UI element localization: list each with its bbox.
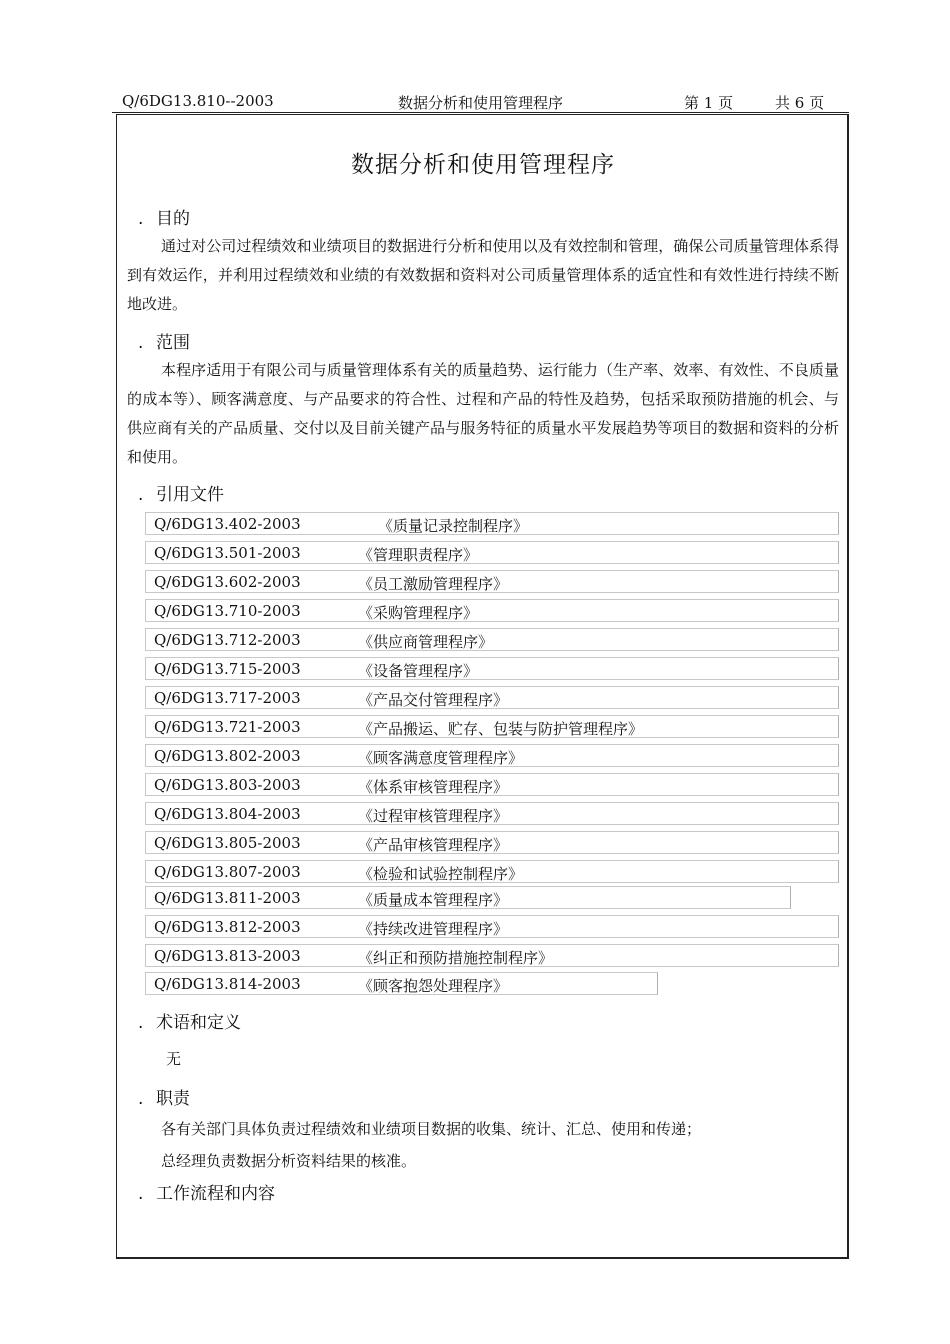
reference-name: 《产品搬运、贮存、包装与防护管理程序》 xyxy=(358,720,644,738)
reference-row xyxy=(145,831,839,854)
section-bullet: . xyxy=(138,209,144,229)
reference-name: 《纠正和预防措施控制程序》 xyxy=(358,949,554,967)
reference-code: Q/6DG13.710-2003 xyxy=(154,602,301,620)
responsibility-line: 各有关部门具体负责过程绩效和业绩项目数据的收集、统计、汇总、使用和传递； xyxy=(161,1120,702,1138)
reference-row xyxy=(145,512,839,535)
reference-name: 《质量成本管理程序》 xyxy=(358,891,509,909)
reference-row xyxy=(145,773,839,796)
reference-row xyxy=(145,686,839,709)
reference-code: Q/6DG13.717-2003 xyxy=(154,689,301,707)
reference-code: Q/6DG13.802-2003 xyxy=(154,747,301,765)
section-title: 职责 xyxy=(156,1089,190,1109)
header-doc-code: Q/6DG13.810--2003 xyxy=(122,92,274,110)
reference-name: 《过程审核管理程序》 xyxy=(358,807,509,825)
reference-name: 《产品交付管理程序》 xyxy=(358,691,509,709)
header-doc-title: 数据分析和使用管理程序 xyxy=(398,94,564,112)
section-title: 范围 xyxy=(156,333,190,353)
reference-name: 《采购管理程序》 xyxy=(358,604,479,622)
document-title: 数据分析和使用管理程序 xyxy=(351,152,615,178)
section-heading-references xyxy=(138,480,224,505)
reference-row xyxy=(145,599,839,622)
section-heading-scope xyxy=(138,328,190,353)
reference-name: 《体系审核管理程序》 xyxy=(358,778,509,796)
reference-code: Q/6DG13.811-2003 xyxy=(154,889,301,907)
reference-name: 《管理职责程序》 xyxy=(358,546,479,564)
header-total-pages: 共 6 页 xyxy=(775,94,825,112)
reference-name: 《顾客抱怨处理程序》 xyxy=(358,977,509,995)
section-title: 工作流程和内容 xyxy=(156,1184,275,1204)
reference-name: 《检验和试验控制程序》 xyxy=(358,865,524,883)
reference-code: Q/6DG13.602-2003 xyxy=(154,573,301,591)
header-rule xyxy=(112,112,849,113)
reference-code: Q/6DG13.803-2003 xyxy=(154,776,301,794)
reference-code: Q/6DG13.814-2003 xyxy=(154,975,301,993)
reference-code: Q/6DG13.804-2003 xyxy=(154,805,301,823)
reference-row xyxy=(145,972,658,995)
reference-row xyxy=(145,541,839,564)
section-bullet: . xyxy=(138,333,144,353)
terms-text: 无 xyxy=(166,1050,182,1068)
reference-row xyxy=(145,860,839,883)
section-title: 引用文件 xyxy=(156,485,224,505)
section-heading-terms xyxy=(138,1008,241,1033)
reference-name: 《顾客满意度管理程序》 xyxy=(358,749,524,767)
reference-code: Q/6DG13.807-2003 xyxy=(154,863,301,881)
section-title: 术语和定义 xyxy=(156,1013,241,1033)
scope-paragraph xyxy=(127,356,839,472)
scope-text: 本程序适用于有限公司与质量管理体系有关的质量趋势、运行能力（生产率、效率、有效性、不良质量的成本等）、顾客满意度、与产品要求的符合性、过程和产品的特性及趋势，包括采取预防措施的机会、与供应商有关的产品质量、交付以及目前关键产品与服务特征的质量水平发展趋势等项目的数据和资料的分析和使用。 xyxy=(127,361,839,466)
section-bullet: . xyxy=(138,1013,144,1033)
reference-name: 《供应商管理程序》 xyxy=(358,633,494,651)
reference-code: Q/6DG13.712-2003 xyxy=(154,631,301,649)
section-bullet: . xyxy=(138,1089,144,1109)
purpose-text: 通过对公司过程绩效和业绩项目的数据进行分析和使用以及有效控制和管理，确保公司质量管理体系得到有效运作，并利用过程绩效和业绩的有效数据和资料对公司质量管理体系的适宜性和有效性进行持续不断地改进。 xyxy=(127,237,839,313)
reference-code: Q/6DG13.402-2003 xyxy=(154,515,301,533)
reference-row xyxy=(145,744,839,767)
reference-code: Q/6DG13.813-2003 xyxy=(154,947,301,965)
reference-code: Q/6DG13.812-2003 xyxy=(154,918,301,936)
header-page-number: 第 1 页 xyxy=(684,94,734,112)
reference-code: Q/6DG13.805-2003 xyxy=(154,834,301,852)
section-bullet: . xyxy=(138,1184,144,1204)
reference-name: 《设备管理程序》 xyxy=(358,662,479,680)
page-header xyxy=(122,92,832,112)
reference-code: Q/6DG13.715-2003 xyxy=(154,660,301,678)
responsibility-line: 总经理负责数据分析资料结果的核准。 xyxy=(161,1152,417,1170)
reference-code: Q/6DG13.501-2003 xyxy=(154,544,301,562)
reference-name: 《产品审核管理程序》 xyxy=(358,836,509,854)
section-heading-purpose xyxy=(138,204,190,229)
reference-row xyxy=(145,915,839,938)
reference-row xyxy=(145,802,839,825)
reference-row xyxy=(145,944,839,967)
section-title: 目的 xyxy=(156,209,190,229)
reference-code: Q/6DG13.721-2003 xyxy=(154,718,301,736)
reference-name: 《员工激励管理程序》 xyxy=(358,575,509,593)
reference-name: 《持续改进管理程序》 xyxy=(358,920,509,938)
reference-row xyxy=(145,628,839,651)
reference-name: 《质量记录控制程序》 xyxy=(378,517,529,535)
reference-row xyxy=(145,657,839,680)
section-heading-responsibilities xyxy=(138,1084,190,1109)
section-bullet: . xyxy=(138,485,144,505)
reference-row xyxy=(145,570,839,593)
purpose-paragraph xyxy=(127,232,839,319)
section-heading-workflow xyxy=(138,1179,275,1204)
reference-row xyxy=(145,715,839,738)
reference-row xyxy=(145,886,791,909)
